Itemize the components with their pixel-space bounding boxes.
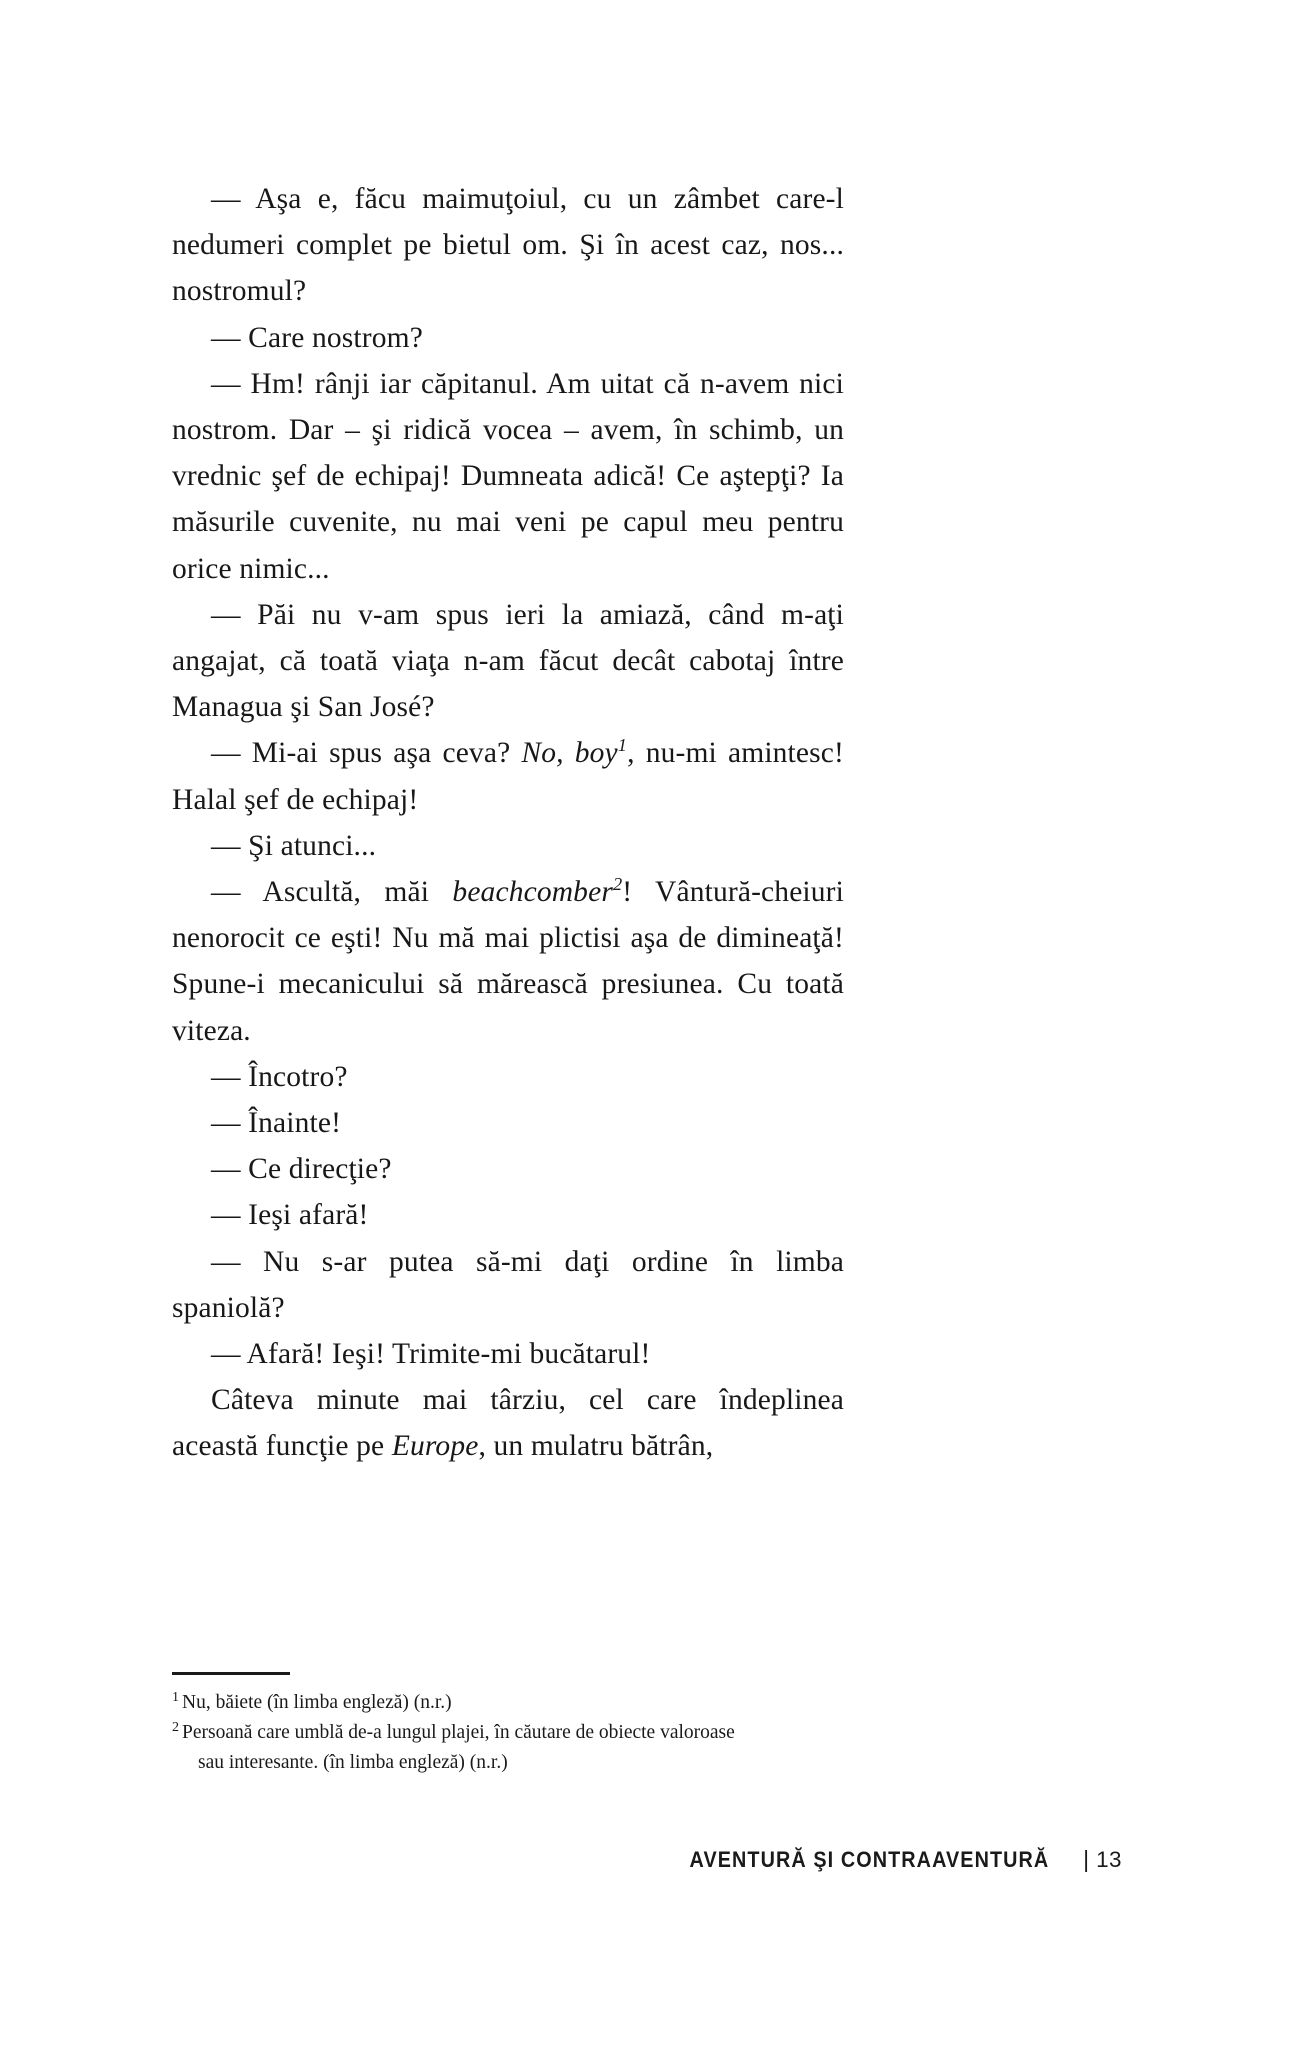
text-run: — Mi-ai spus aşa ceva? bbox=[211, 737, 522, 770]
footnote-reference[interactable]: 2 bbox=[612, 874, 623, 895]
text-run: — Ce direcţie? bbox=[211, 1153, 392, 1186]
page-footer bbox=[665, 1846, 1122, 1873]
footer-book-title: AVENTURĂ ŞI CONTRAAVENTURĂ bbox=[689, 1847, 1050, 1872]
paragraph bbox=[172, 730, 844, 822]
text-run: — Încotro? bbox=[211, 1060, 348, 1093]
body-text-block bbox=[172, 176, 844, 1470]
footnote-marker: 1 bbox=[172, 1688, 180, 1705]
paragraph bbox=[172, 1100, 844, 1146]
text-run: — Care nostrom? bbox=[211, 321, 423, 354]
paragraph bbox=[172, 1239, 844, 1331]
paragraph bbox=[172, 823, 844, 869]
italic-run: Europe bbox=[391, 1430, 479, 1463]
footnote-block bbox=[172, 1672, 862, 1777]
text-run: — Păi nu v-am spus ieri la amiază, când m-aţi angajat, că toată viaţa n-am făcut decât cabotaj între Managua şi San José? bbox=[172, 598, 844, 724]
paragraph bbox=[172, 592, 844, 731]
text-run: — Ascultă, măi bbox=[211, 876, 453, 909]
footnote-item bbox=[172, 1719, 862, 1747]
text-run: , un mulatru bătrân, bbox=[478, 1430, 714, 1463]
paragraph bbox=[172, 361, 844, 592]
paragraph bbox=[172, 1192, 844, 1238]
text-run: — Înainte! bbox=[211, 1107, 342, 1140]
text-run: — Şi atunci... bbox=[211, 829, 377, 862]
paragraph bbox=[172, 1331, 844, 1377]
italic-run: beachcomber bbox=[452, 876, 613, 909]
text-run: — Hm! rânji iar căpitanul. Am uitat că n-avem nici nostrom. Dar – şi ridică vocea – avem, în schimb, un vrednic şef de echipaj! Dumneata adică! Ce aştepţi? Ia măsurile cuvenite, nu mai veni pe capul meu pentru orice nimic... bbox=[172, 367, 844, 585]
footnote-text: Persoană care umblă de-a lungul plajei, în căutare de obiecte valoroase bbox=[182, 1722, 735, 1743]
footer-page-number: 13 bbox=[1096, 1847, 1122, 1872]
text-run: — Afară! Ieşi! Trimite-mi bucătarul! bbox=[211, 1338, 651, 1371]
text-run: Câteva minute mai târziu, cel care îndeplinea această funcţie pe bbox=[172, 1384, 844, 1463]
paragraph bbox=[172, 176, 844, 315]
footnote-separator-rule bbox=[172, 1672, 290, 1675]
footer-separator: | bbox=[1083, 1846, 1090, 1872]
text-run: — Nu s-ar putea să-mi daţi ordine în limba spaniolă? bbox=[172, 1245, 844, 1324]
footnote-continuation: sau interesante. (în limba engleză) (n.r.) bbox=[198, 1752, 508, 1773]
footnote-text: Nu, băiete (în limba engleză) (n.r.) bbox=[182, 1692, 452, 1713]
footnote-item bbox=[172, 1689, 862, 1717]
paragraph bbox=[172, 1377, 844, 1469]
italic-run: No, boy bbox=[521, 737, 618, 770]
paragraph bbox=[172, 1054, 844, 1100]
footnote-marker: 2 bbox=[172, 1718, 180, 1735]
paragraph bbox=[172, 1146, 844, 1192]
paragraph bbox=[172, 315, 844, 361]
footnote-reference[interactable]: 1 bbox=[617, 735, 628, 756]
paragraph bbox=[172, 869, 844, 1054]
text-run: — Aşa e, făcu maimuţoiul, cu un zâmbet care-l nedumeri complet pe bietul om. Şi în acest caz, nos... nostromul? bbox=[172, 183, 844, 308]
text-run: ! Vântură-cheiuri nenorocit ce eşti! Nu mă mai plictisi aşa de dimineaţă! Spune-i mecanicului să mărească presiunea. Cu toată viteza. bbox=[172, 876, 844, 1047]
text-run: — Ieşi afară! bbox=[211, 1199, 369, 1232]
text-run: , nu-mi amintesc! Halal şef de echipaj! bbox=[172, 737, 844, 816]
